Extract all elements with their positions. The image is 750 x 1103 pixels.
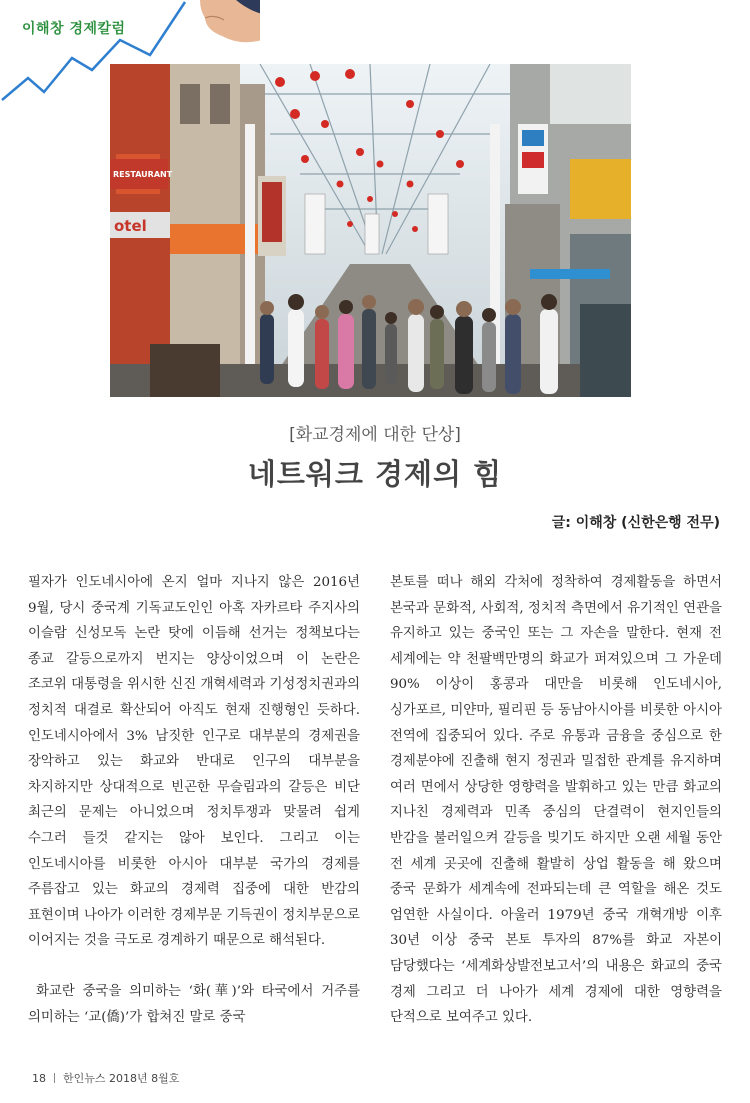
pointing-hand-icon <box>200 0 260 42</box>
body-column-right <box>390 570 722 1031</box>
article-title: 네트워크 경제의 힘 <box>247 457 503 491</box>
body-paragraph: 화교란 중국을 의미하는 ‘화(華)’와 타국에서 거주를 의미하는 ‘교(僑)’가 합쳐진 말로 중국 <box>28 983 360 1025</box>
column-tag: 이해창 경제칼럼 <box>22 21 126 37</box>
publication-name: 한인뉴스 2018년 8월호 <box>63 1072 180 1085</box>
restaurant-sign: RESTAURANT <box>113 170 173 179</box>
page-number: 18 <box>32 1072 46 1085</box>
article-subtitle: [화교경제에 대한 단상] <box>289 425 461 445</box>
body-paragraph: 본토를 떠나 해외 각처에 정착하여 경제활동을 하면서 본국과 문화적, 사회적, 정치적 측면에서 유기적인 연관을 유지하고 있는 중국인 또는 그 자손을 말한다. 현재 전 세계에는 약 천팔백만명의 화교가 퍼져있으며 그 가운데 90% 이상이 홍콩과 대만을 비롯해 인도네시아, 싱가포르, 미얀마, 필리핀 등 동남아시아를 비롯한 아시아 전역에 집중되어 있다. 주로 유통과 금융을 중심으로 한 경제분야에 진출해 현지 정권과 밀접한 관계를 유지하며 여러 면에서 상당한 영향력을 발휘하고 있는 만큼 화교의 지나친 경제력과 민족 중심의 단결력이 현지인들의 반감을 불러일으켜 갈등을 빚기도 하지만 오랜 세월 동안 전 세계 곳곳에 진출해 활발히 상업 활동을 해 왔으며 중국 문화가 세계속에 전파되는데 큰 역할을 해온 것도 엄연한 사실이다. 아울러 1979년 중국 개혁개방 이후 30년 이상 중국 본토 투자의 87%를 화교 자본이 담당했다는 ‘세계화상발전보고서’의 내용은 화교의 중국 경제 그리고 더 나아가 세계 경제에 대한 영향력을 단적으로 보여주고 있다. <box>390 575 722 1026</box>
hotel-sign: otel <box>114 217 147 235</box>
article-byline: 글: 이해창 (신한은행 전무) <box>551 515 720 531</box>
footer-divider <box>54 1073 55 1083</box>
body-column-left <box>28 570 360 1030</box>
body-paragraph: 필자가 인도네시아에 온지 얼마 지나지 않은 2016년 9월, 당시 중국계 기독교도인인 아혹 자카르타 주지사의 이슬람 신성모독 논란 탓에 이듬해 선거는 정책보다는 종교 갈등으로까지 번지는 양상이었으며 이 논란은 조코위 대통령을 위시한 신진 개혁세력과 기성정치권과의 정치적 대결로 확산되어 아직도 현재 진행형인 듯하다. 인도네시아에서 3% 남짓한 인구로 대부분의 경제권을 장악하고 있는 화교와 반대로 인구의 대부분을 차지하지만 상대적으로 빈곤한 무슬림과의 갈등은 비단 최근의 문제는 아니었으며 정치투쟁과 맞물려 쉽게 수그러 들것 같지는 않아 보인다. 그리고 이는 인도네시아를 비롯한 아시아 대부분 국가의 경제를 주름잡고 있는 화교의 경제력 집중에 대한 반감의 표현이며 나아가 이러한 경제부문 기득권이 정치부문으로 이어지는 것을 극도로 경계하기 때문으로 해석된다. <box>28 575 360 949</box>
street-market-photo <box>110 64 631 397</box>
page-footer <box>32 1070 179 1086</box>
